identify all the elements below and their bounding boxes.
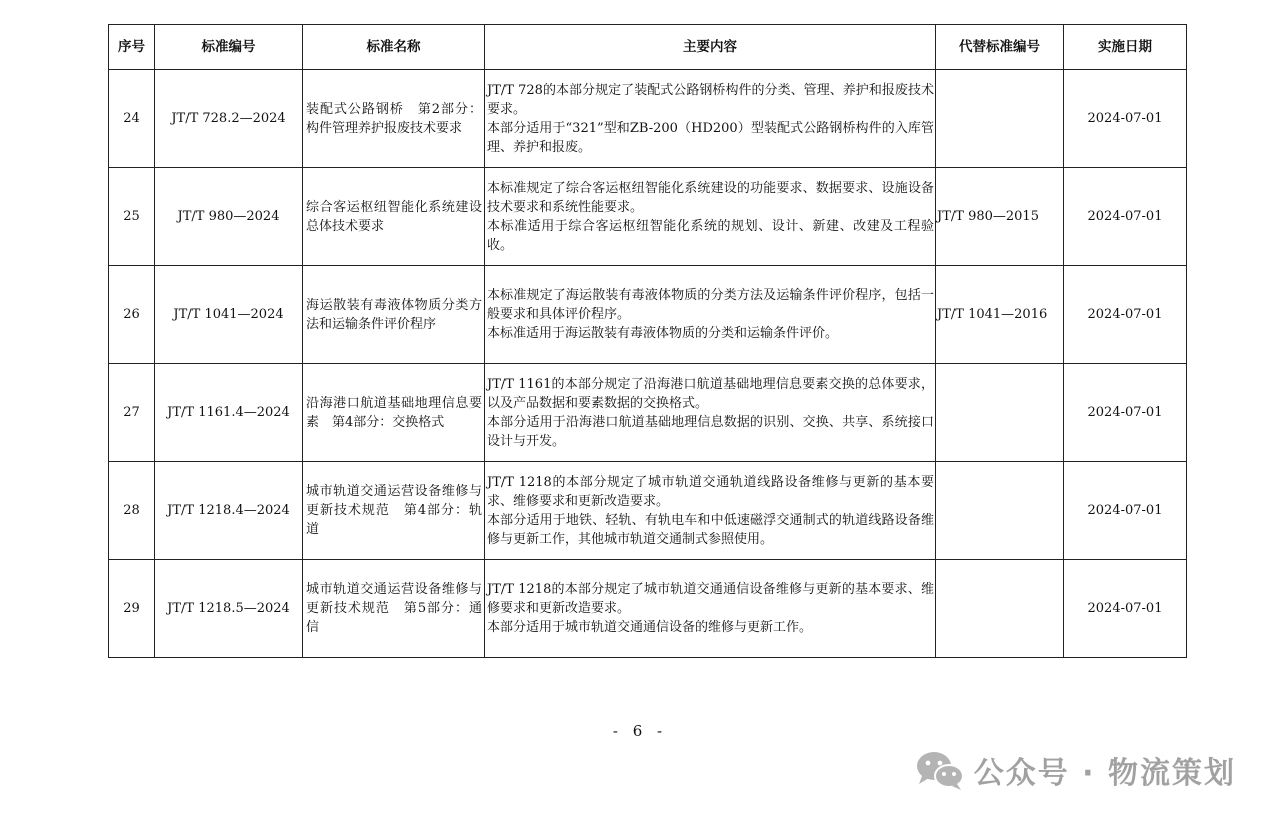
- cell-date: 2024-07-01: [1064, 168, 1187, 266]
- cell-code: JT/T 728.2—2024: [155, 70, 303, 168]
- content-application: 本部分适用于沿海港口航道基础地理信息数据的识别、交换、共享、系统接口设计与开发。: [487, 414, 934, 449]
- cell-replaces: [936, 70, 1064, 168]
- table-row: [109, 364, 1187, 462]
- content-scope: 本标准规定了海运散装有毒液体物质的分类方法及运输条件评价程序，包括一般要求和具体评价程序。: [487, 288, 934, 322]
- cell-code: JT/T 980—2024: [155, 168, 303, 266]
- cell-seq: 29: [109, 560, 155, 658]
- content-scope: JT/T 728的本部分规定了装配式公路钢桥构件的分类、管理、养护和报废技术要求。: [487, 82, 934, 117]
- cell-name: 城市轨道交通运营设备维修与更新技术规范 第5部分：通信: [303, 560, 485, 658]
- content-application: 本标准适用于海运散装有毒液体物质的分类和运输条件评价。: [487, 326, 839, 341]
- cell-replaces: [936, 364, 1064, 462]
- cell-date: 2024-07-01: [1064, 266, 1187, 364]
- content-scope: 本标准规定了综合客运枢纽智能化系统建设的功能要求、数据要求、设施设备技术要求和系统性能要求。: [487, 180, 934, 215]
- cell-date: 2024-07-01: [1064, 560, 1187, 658]
- header-seq: 序号: [109, 25, 155, 70]
- cell-date: 2024-07-01: [1064, 462, 1187, 560]
- table-row: [109, 168, 1187, 266]
- cell-replaces: JT/T 1041—2016: [936, 266, 1064, 364]
- content-application: 本部分适用于城市轨道交通通信设备的维修与更新工作。: [487, 620, 813, 635]
- cell-replaces: [936, 560, 1064, 658]
- cell-code: JT/T 1218.4—2024: [155, 462, 303, 560]
- content-scope: JT/T 1218的本部分规定了城市轨道交通通信设备维修与更新的基本要求、维修要求和更新改造要求。: [487, 582, 934, 616]
- cell-seq: 25: [109, 168, 155, 266]
- header-code: 标准编号: [155, 25, 303, 70]
- cell-seq: 24: [109, 70, 155, 168]
- cell-name: 沿海港口航道基础地理信息要素 第4部分：交换格式: [303, 364, 485, 462]
- table-row: [109, 560, 1187, 658]
- table-row: [109, 266, 1187, 364]
- watermark-text: 公众号 · 物流策划: [973, 756, 1236, 791]
- cell-code: JT/T 1218.5—2024: [155, 560, 303, 658]
- content-scope: JT/T 1161的本部分规定了沿海港口航道基础地理信息要素交换的总体要求，以及产品数据和要素数据的交换格式。: [487, 376, 934, 411]
- cell-name: 装配式公路钢桥 第2部分：构件管理养护报废技术要求: [303, 70, 485, 168]
- watermark: [914, 748, 1236, 792]
- cell-name: 综合客运枢纽智能化系统建设总体技术要求: [303, 168, 485, 266]
- header-date: 实施日期: [1064, 25, 1187, 70]
- cell-replaces: [936, 462, 1064, 560]
- cell-seq: 28: [109, 462, 155, 560]
- cell-content: [485, 70, 936, 168]
- content-application: 本部分适用于地铁、轻轨、有轨电车和中低速磁浮交通制式的轨道线路设备维修与更新工作，其他城市轨道交通制式参照使用。: [487, 512, 934, 547]
- cell-code: JT/T 1041—2024: [155, 266, 303, 364]
- header-content: 主要内容: [485, 25, 936, 70]
- cell-content: [485, 560, 936, 658]
- cell-content: [485, 462, 936, 560]
- cell-content: [485, 364, 936, 462]
- cell-name: 海运散装有毒液体物质分类方法和运输条件评价程序: [303, 266, 485, 364]
- standards-table: [108, 24, 1187, 658]
- cell-content: [485, 168, 936, 266]
- cell-code: JT/T 1161.4—2024: [155, 364, 303, 462]
- table-header-row: [109, 25, 1187, 70]
- cell-replaces: JT/T 980—2015: [936, 168, 1064, 266]
- cell-seq: 26: [109, 266, 155, 364]
- table-row: [109, 70, 1187, 168]
- cell-name: 城市轨道交通运营设备维修与更新技术规范 第4部分：轨道: [303, 462, 485, 560]
- cell-seq: 27: [109, 364, 155, 462]
- table-row: [109, 462, 1187, 560]
- cell-content: [485, 266, 936, 364]
- page-number: - 6 -: [612, 722, 668, 740]
- content-scope: JT/T 1218的本部分规定了城市轨道交通轨道线路设备维修与更新的基本要求、维修要求和更新改造要求。: [487, 474, 934, 509]
- header-name: 标准名称: [303, 25, 485, 70]
- wechat-icon: [914, 748, 966, 792]
- content-application: 本标准适用于综合客运枢纽智能化系统的规划、设计、新建、改建及工程验收。: [487, 218, 934, 253]
- cell-date: 2024-07-01: [1064, 364, 1187, 462]
- header-replaces: 代替标准编号: [936, 25, 1064, 70]
- cell-date: 2024-07-01: [1064, 70, 1187, 168]
- content-application: 本部分适用于“321”型和ZB-200（HD200）型装配式公路钢桥构件的入库管理、养护和报废。: [487, 120, 934, 155]
